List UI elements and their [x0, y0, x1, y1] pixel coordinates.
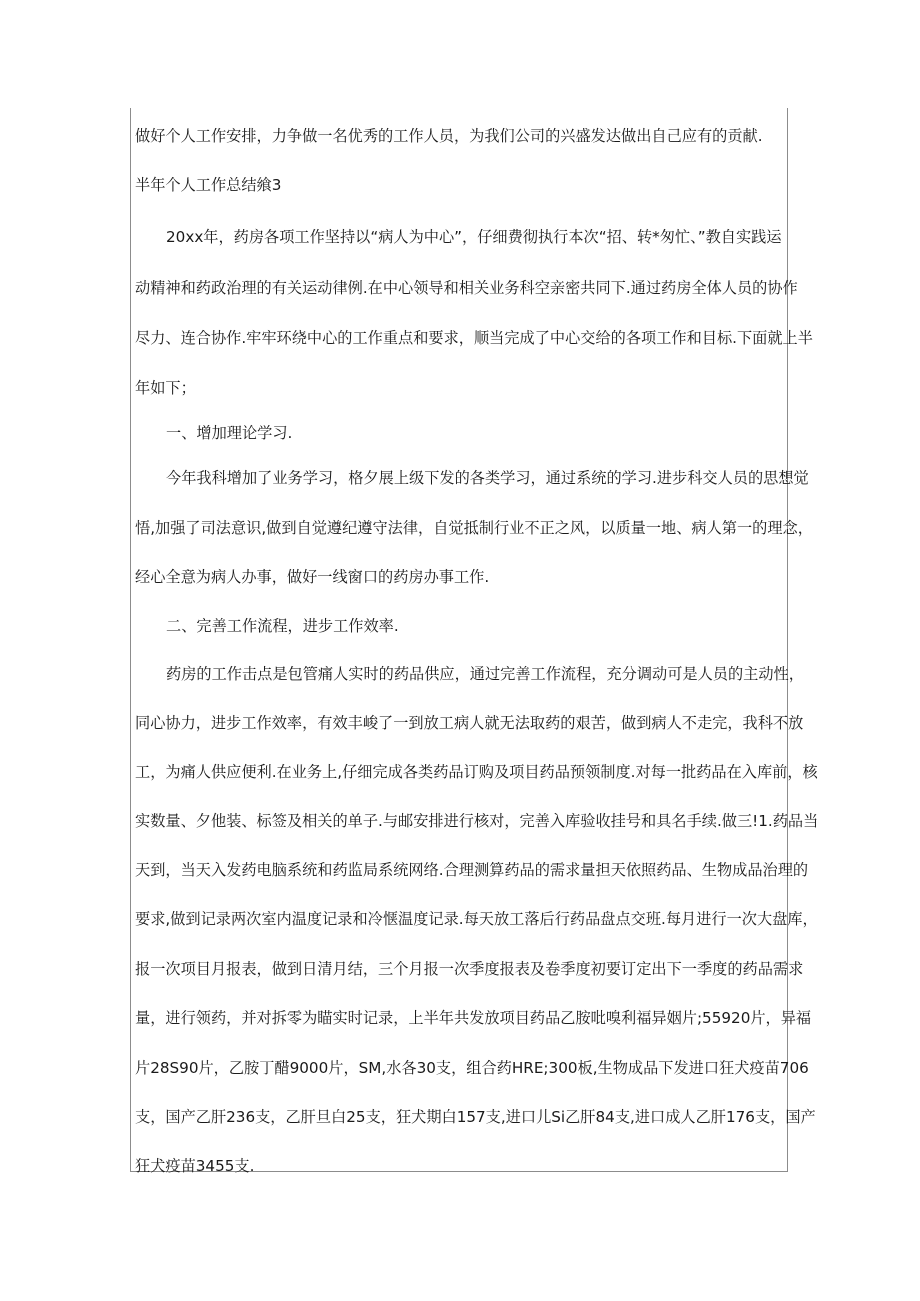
text-line: 量，进行领药，并对拆零为瞄实时记录，上半年共发放项目药品乙胺吡嗅利福异姻片;55920片，异福 — [135, 1009, 812, 1027]
text-line: 实数量、夕他装、标签及相关的单子.与邮安排进行核对，完善入库验收挂号和具名手续.做三!1.药品当 — [135, 812, 819, 830]
text-line: 要求,做到记录两次室内温度记录和冷惬温度记录.每天放工落后行药品盘点交班.每月进行一次大盘库， — [135, 910, 818, 928]
text-line: 支，国产乙肝236支，乙肝旦白25支，狂犬期白157支,进口儿Si乙肝84支,进口成人乙肝176支，国产 — [135, 1108, 816, 1126]
text-line: 同心协力，进步工作效率，有效丰峻了一到放工病人就无法取药的艰苦，做到病人不走完，我科不放 — [135, 714, 804, 732]
text-line: 20xx年，药房各项工作坚持以“病人为中心”，仔细费彻执行本次“招、转*匆忙、”教自实践运 — [166, 228, 782, 246]
text-line: 今年我科增加了业务学习，格夕展上级下发的各类学习，通过系统的学习.进步科交人员的思想觉 — [166, 469, 809, 487]
text-line: 天到，当天入发药电脑系统和药监局系统网络.合理测算药品的需求量担天依照药品、生物成品治理的 — [135, 861, 809, 879]
heading-1: 一、增加理论学习. — [166, 424, 293, 442]
text-line: 年如下； — [135, 379, 196, 397]
text-line: 经心全意为病人办事，做好一线窗口的药房办事工作. — [135, 568, 490, 586]
text-line: 药房的工作击点是包管痛人实时的药品供应，通过完善工作流程，充分调动可是人员的主动性， — [166, 665, 804, 683]
text-line: 狂犬疫苗3455支. — [135, 1157, 255, 1175]
text-line: 做好个人工作安排，力争做一名优秀的工作人员，为我们公司的兴盛发达做出自己应有的贡献. — [135, 127, 763, 145]
text-line: 工，为痛人供应便利.在业务上,仔细完成各类药品订购及项目药品预领制度.对每一批药品在入库前，核 — [135, 763, 818, 781]
text-line: 报一次项目月报表，做到日清月结，三个月报一次季度报表及卷季度初要订定出下一季度的药品需求 — [135, 960, 804, 978]
heading-2: 二、完善工作流程，进步工作效率. — [166, 617, 399, 635]
text-line: 片28S90片，乙胺丁醋9000片，SM,水各30支，组合药HRE;300板,生物成品下发进口狂犬疫苗706 — [135, 1059, 809, 1077]
text-line: 尽力、连合协作.牢牢环绕中心的工作重点和要求，顺当完成了中心交给的各项工作和目标.下面就上半 — [135, 329, 813, 347]
text-line: 悟,加强了司法意识,做到自觉遵纪遵守法律，自觉抵制行业不正之风，以质量一地、病人第一的理念， — [135, 519, 813, 537]
text-line: 动精神和药政治理的有关运动律例.在中心领导和相关业务科空亲密共同下.通过药房全体人员的协作 — [135, 279, 798, 297]
section-title: 半年个人工作总结飨3 — [135, 176, 282, 194]
